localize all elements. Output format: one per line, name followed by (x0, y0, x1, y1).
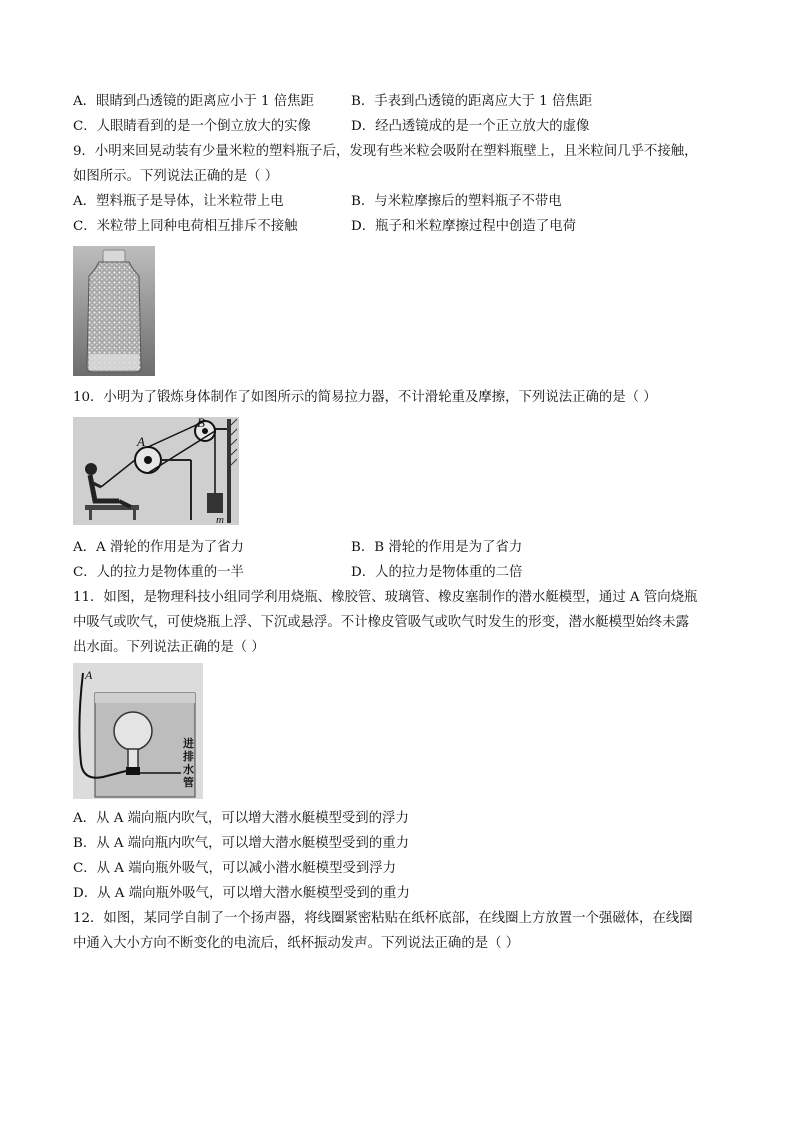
q11-submarine-figure (73, 663, 203, 799)
pulley-b-label: B (197, 417, 205, 430)
q12-stem-line-1: 12．如图，某同学自制了一个扬声器，将线圈紧密粘贴在纸杯底部，在线圈上方放置一个强磁体，在线圈 (73, 911, 693, 926)
tube-a-label: A (85, 668, 93, 682)
q10-option-d: D．人的拉力是物体重的二倍 (351, 565, 523, 580)
q11-stem-line-1: 11．如图，是物理科技小组同学利用烧瓶、橡胶管、玻璃管、橡皮塞制作的潜水艇模型，通过 A 管向烧瓶 (73, 590, 698, 605)
q10-stem-line-1: 10．小明为了锻炼身体制作了如图所示的简易拉力器，不计滑轮重及摩擦，下列说法正确的是（ ） (73, 390, 657, 405)
q11-option-d: D．从 A 端向瓶外吸气，可以增大潜水艇模型受到的重力 (73, 886, 410, 901)
q9-option-b: B．与米粒摩擦后的塑料瓶子不带电 (351, 194, 562, 209)
q8-option-c: C．人眼睛看到的是一个倒立放大的实像 (73, 119, 311, 134)
submarine-image (73, 663, 203, 799)
pulley-a-label: A (137, 434, 145, 449)
q11-stem-line-3: 出水面。下列说法正确的是（ ） (73, 640, 265, 655)
bottle-image (73, 246, 155, 376)
q11-option-c: C．从 A 端向瓶外吸气，可以减小潜水艇模型受到浮力 (73, 861, 397, 876)
q8-option-a: A．眼睛到凸透镜的距离应小于 1 倍焦距 (73, 94, 314, 109)
q9-stem-line-1: 9．小明来回晃动装有少量米粒的塑料瓶子后，发现有些米粒会吸附在塑料瓶壁上，且米粒间几乎不接触， (73, 144, 698, 159)
q9-option-a: A．塑料瓶子是导体，让米粒带上电 (73, 194, 284, 209)
q10-option-a: A．A 滑轮的作用是为了省力 (73, 540, 244, 555)
q10-pulley-figure (73, 417, 239, 525)
q11-option-b: B．从 A 端向瓶内吹气，可以增大潜水艇模型受到的重力 (73, 836, 410, 851)
q9-option-d: D．瓶子和米粒摩擦过程中创造了电荷 (351, 219, 576, 234)
q10-option-c: C．人的拉力是物体重的一半 (73, 565, 244, 580)
q12-stem-line-2: 中通入大小方向不断变化的电流后，纸杯振动发声。下列说法正确的是（ ） (73, 936, 520, 951)
q8-option-d: D．经凸透镜成的是一个正立放大的虚像 (351, 119, 590, 134)
mass-label: m (216, 514, 224, 525)
pipe-label-4: 管 (183, 776, 194, 789)
q9-option-c: C．米粒带上同种电荷相互排斥不接触 (73, 219, 298, 234)
pipe-label-1: 进 (183, 737, 194, 750)
pulley-image (73, 417, 239, 525)
q10-option-b: B．B 滑轮的作用是为了省力 (351, 540, 523, 555)
q8-option-b: B．手表到凸透镜的距离应大于 1 倍焦距 (351, 94, 593, 109)
pipe-label-2: 排 (183, 750, 194, 763)
q11-stem-line-2: 中吸气或吹气，可使烧瓶上浮、下沉或悬浮。不计橡皮管吸气或吹气时发生的形变，潜水艇模型始终未露 (73, 615, 689, 630)
q11-option-a: A．从 A 端向瓶内吹气，可以增大潜水艇模型受到的浮力 (73, 811, 409, 826)
q9-bottle-figure (73, 246, 155, 376)
pipe-label-3: 水 (183, 763, 194, 776)
q9-stem-line-2: 如图所示。下列说法正确的是（ ） (73, 169, 279, 184)
